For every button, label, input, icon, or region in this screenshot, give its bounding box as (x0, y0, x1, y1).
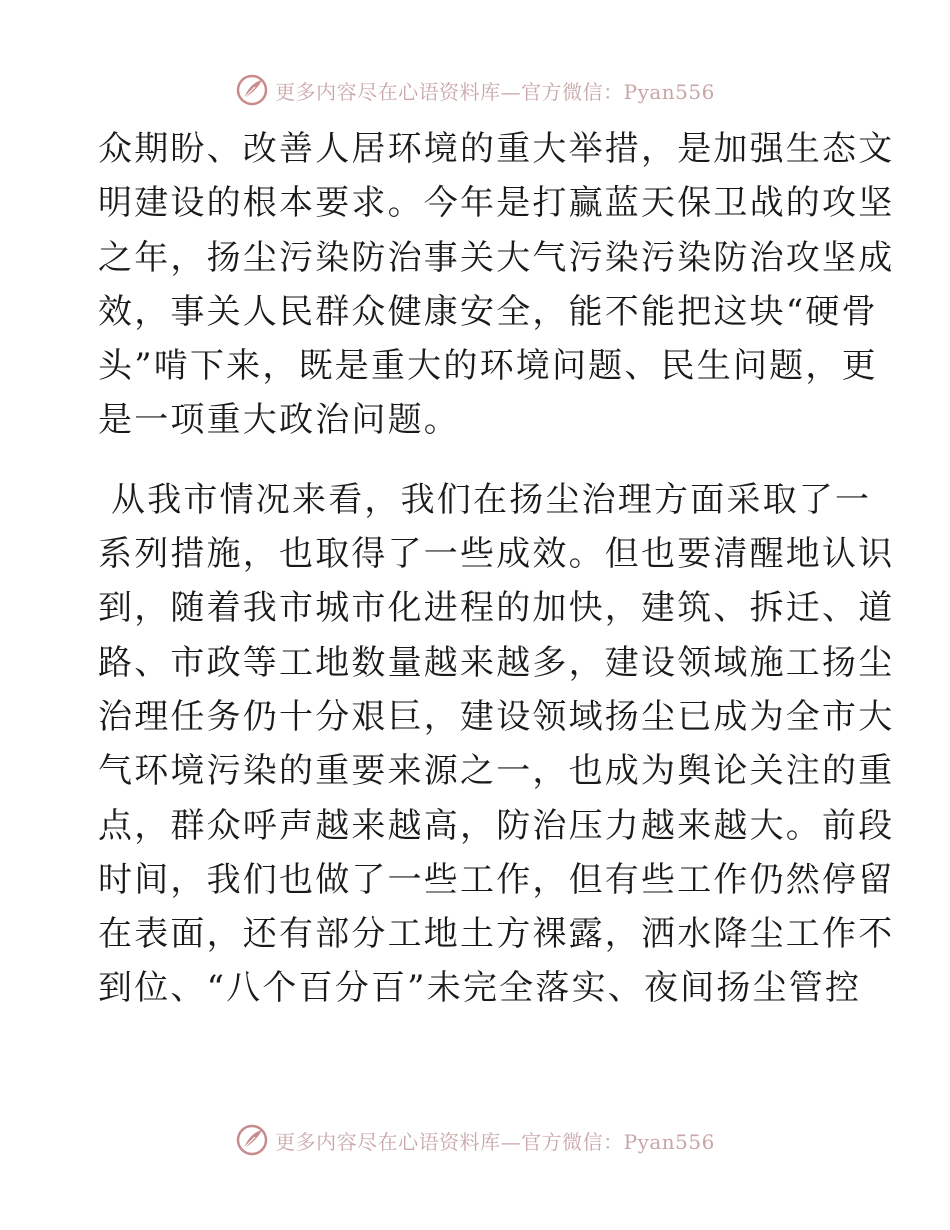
feather-pen-icon (235, 73, 269, 107)
header-watermark (0, 70, 950, 110)
watermark-text: 更多内容尽在心语资料库—官方微信：Pyan556 (275, 1129, 715, 1154)
footer-watermark (0, 1120, 950, 1160)
watermark-text: 更多内容尽在心语资料库—官方微信：Pyan556 (275, 79, 715, 104)
text-line: 之年，扬尘污染防治事关大气污染污染防治攻坚成 (98, 237, 895, 278)
document-body (98, 122, 895, 1016)
text-line: 点，群众呼声越来越高，防治压力越来越大。前段 (98, 805, 895, 846)
text-line: 到，随着我市城市化进程的加快，建筑、拆迁、道 (98, 588, 895, 629)
text-line: 路、市政等工地数量越来越多，建设领域施工扬尘 (98, 642, 895, 683)
text-line: 头”啃下来，既是重大的环境问题、民生问题，更 (98, 346, 878, 387)
text-line: 系列措施，也取得了一些成效。但也要清醒地认识 (98, 534, 895, 575)
text-line: 气环境污染的重要来源之一，也成为舆论关注的重 (98, 751, 895, 792)
text-line: 明建设的根本要求。今年是打赢蓝天保卫战的攻坚 (98, 183, 895, 224)
text-line: 效，事关人民群众健康安全，能不能把这块“硬骨 (98, 291, 878, 332)
text-line: 到位、“八个百分百”未完全落实、夜间扬尘管控 (98, 968, 862, 1009)
text-line: 时间，我们也做了一些工作，但有些工作仍然停留 (98, 859, 895, 900)
feather-pen-icon (235, 1123, 269, 1157)
text-line: 众期盼、改善人居环境的重大举措，是加强生态文 (98, 129, 895, 169)
text-line: 从我市情况来看，我们在扬尘治理方面采取了一 (98, 479, 872, 520)
paragraph-2 (98, 473, 895, 1016)
text-line-last: 是一项重大政治问题。 (98, 400, 460, 441)
text-line: 在表面，还有部分工地土方裸露，洒水降尘工作不 (98, 914, 895, 955)
text-line: 治理任务仍十分艰巨，建设领域扬尘已成为全市大 (98, 696, 895, 737)
paragraph-1 (98, 122, 895, 448)
